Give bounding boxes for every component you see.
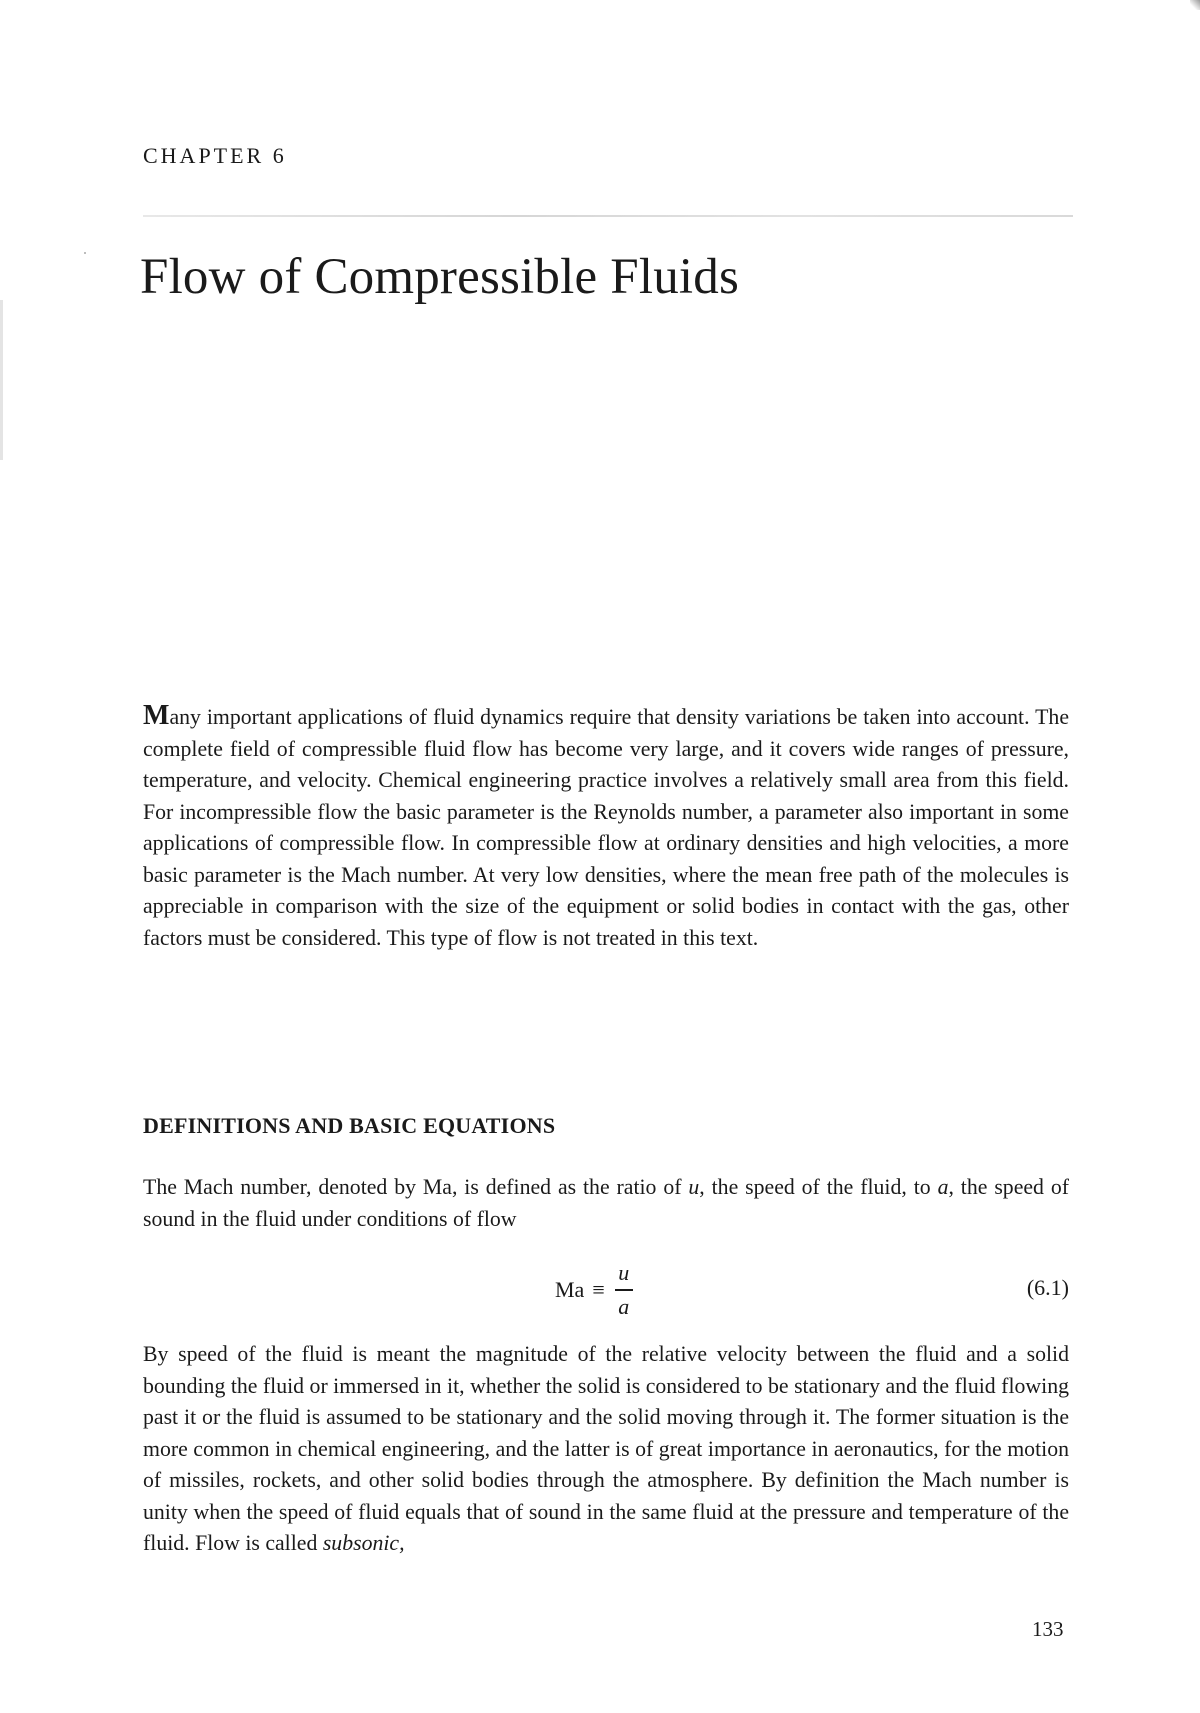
mach-text-2: , the speed of the fluid, to bbox=[699, 1175, 938, 1199]
equation-numerator: u bbox=[618, 1260, 630, 1286]
scan-edge-shadow bbox=[0, 300, 3, 460]
fraction-bar bbox=[615, 1289, 633, 1291]
equation-lhs: Ma bbox=[555, 1277, 585, 1302]
speed-emphasis: subsonic, bbox=[322, 1531, 405, 1555]
equation-number: (6.1) bbox=[1026, 1275, 1069, 1300]
chapter-title: Flow of Compressible Fluids bbox=[140, 249, 740, 305]
mach-definition-paragraph bbox=[143, 1172, 1069, 1235]
speed-text: By speed of the fluid is meant the magnitude of the relative velocity between the fluid and a solid bounding the fluid or immersed in it, whether the solid is considered to be stationary and the fluid flowing past it or the fluid is assumed to be stationary and the solid moving through it. The former situation is the more common in chemical engineering, and the latter is of great importance in aeronautics, for the motion of missiles, rockets, and other solid bodies through the atmosphere. By definition the Mach number is unity when the speed of fluid equals that of sound in the same fluid at the pressure and temperature of the fluid. Flow is called bbox=[143, 1342, 1069, 1555]
equation-denominator: a bbox=[618, 1293, 630, 1319]
equation-operator: ≡ bbox=[592, 1277, 605, 1302]
scan-speck bbox=[84, 252, 86, 254]
equation-body bbox=[555, 1255, 633, 1325]
section-heading: DEFINITIONS AND BASIC EQUATIONS bbox=[143, 1113, 556, 1138]
chapter-rule bbox=[143, 215, 1073, 217]
page-number: 133 bbox=[1032, 1617, 1064, 1641]
chapter-label: CHAPTER 6 bbox=[143, 143, 287, 168]
intro-paragraph bbox=[143, 700, 1069, 954]
mach-text-1: The Mach number, denoted by Ma, is defined as the ratio of bbox=[143, 1175, 689, 1199]
scan-corner-mark bbox=[1190, 0, 1200, 10]
intro-dropcap: M bbox=[143, 700, 170, 731]
var-a: a bbox=[937, 1175, 949, 1199]
equation-6-1 bbox=[143, 1255, 1069, 1325]
mach-text-3: , the speed of sound in the fluid under conditions of flow bbox=[143, 1175, 1069, 1231]
intro-text: any important applications of fluid dynamics require that density variations be taken into account. The complete field of compressible fluid flow has become very large, and it covers wide ranges of pressure, temperature, and velocity. Chemical engineering practice involves a relatively small area from this field. For incompressible flow the basic parameter is the Reynolds number, a parameter also important in some applications of compressible flow. In compressible flow at ordinary densities and high velocities, a more basic parameter is the Mach number. At very low densities, where the mean free path of the molecules is appreciable in comparison with the size of the equipment or solid bodies in contact with the gas, other factors must be considered. This type of flow is not treated in this text. bbox=[143, 705, 1069, 950]
equation-fraction bbox=[615, 1260, 633, 1320]
speed-paragraph bbox=[143, 1339, 1069, 1560]
var-u: u bbox=[688, 1175, 700, 1199]
